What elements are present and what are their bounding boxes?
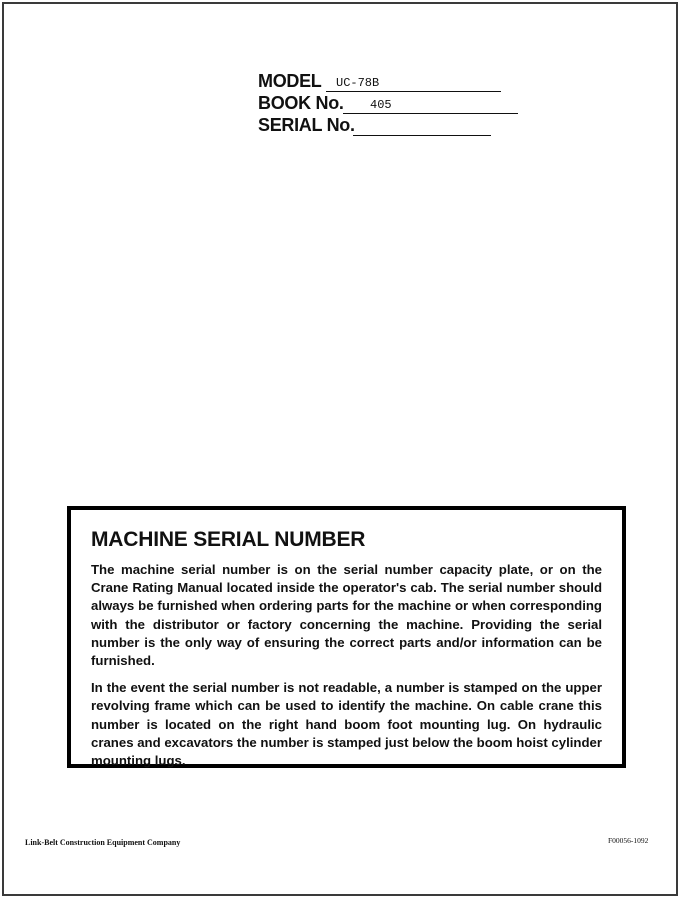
book-number-label: BOOK No. xyxy=(258,93,344,113)
serial-number-label: SERIAL No. xyxy=(258,115,355,135)
book-number-value: 405 xyxy=(343,97,518,114)
footer-form-number: F00056-1092 xyxy=(608,836,649,845)
serial-number-notice-box xyxy=(67,506,626,768)
serial-number-field xyxy=(258,114,355,136)
model-value: UC-78B xyxy=(326,75,501,92)
header-fields xyxy=(258,70,392,136)
notice-title: MACHINE SERIAL NUMBER xyxy=(91,528,366,551)
notice-paragraph-1: The machine serial number is on the serial number capacity plate, or on the Crane Rating Manual located inside the operator's cab. The serial number should always be furnished when ordering parts for the machine or when corresponding with the distributor or factory concerning the machine. Providing the serial number is the only way of ensuring the correct parts and/or information can be furnished. xyxy=(91,562,602,669)
book-number-field xyxy=(258,92,392,114)
notice-paragraph-2: In the event the serial number is not readable, a number is stamped on the upper revolving frame which can be used to identify the machine. On cable crane this number is located on the right hand boom foot mounting lug. On hydraulic cranes and excavators the number is stamped just below the boom hoist cylinder mounting lugs. xyxy=(91,680,602,769)
model-label: MODEL xyxy=(258,71,322,91)
serial-number-value xyxy=(353,119,491,136)
footer-company: Link-Belt Construction Equipment Company xyxy=(25,838,181,847)
model-field xyxy=(258,70,380,92)
